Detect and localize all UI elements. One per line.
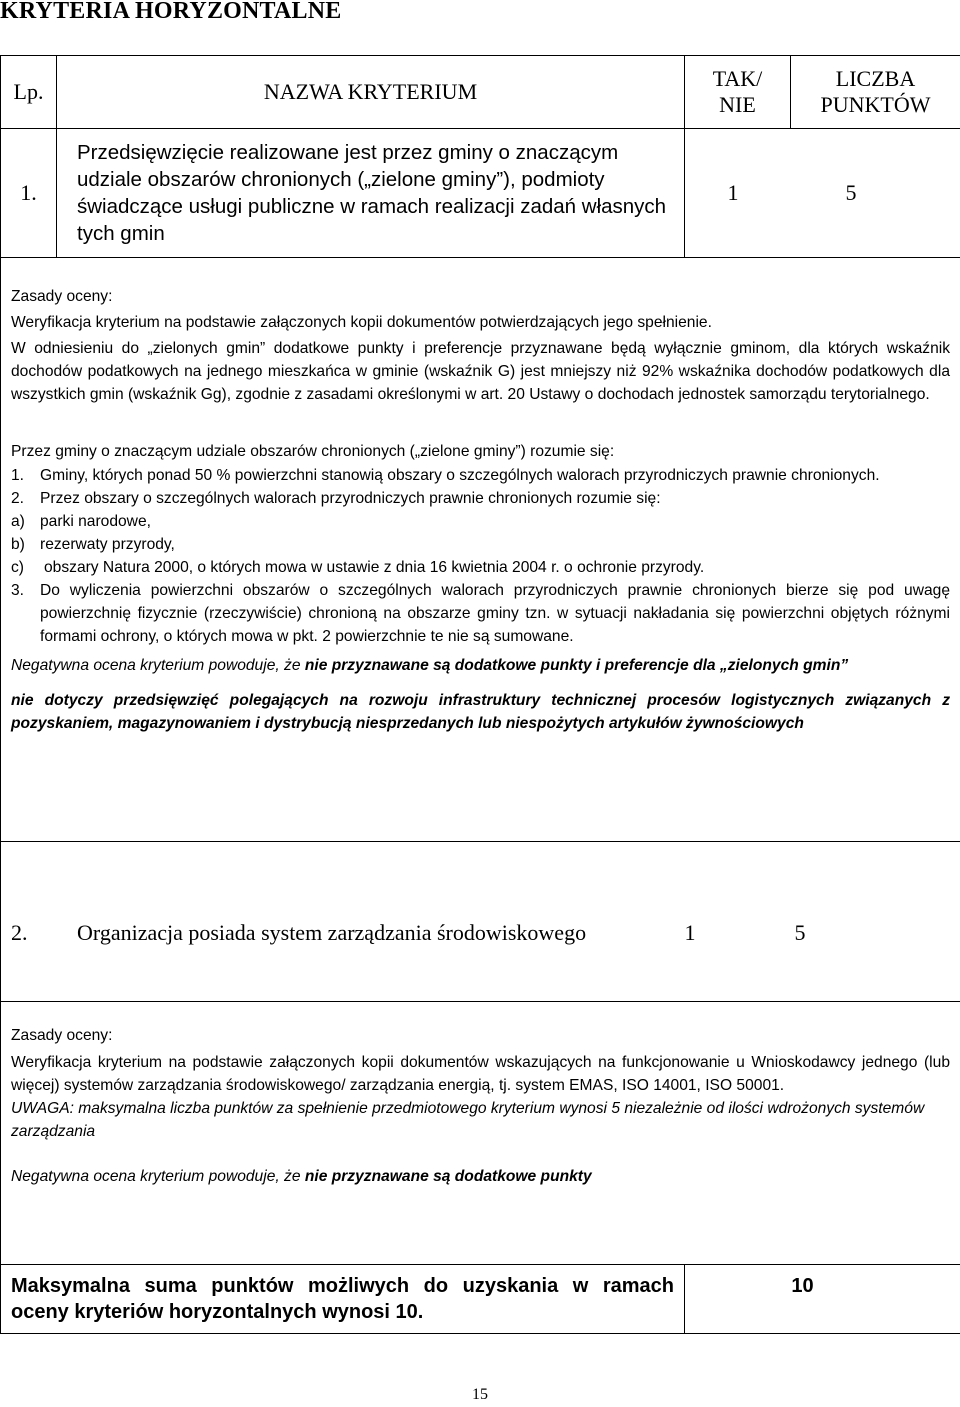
table-header-row — [1, 56, 960, 129]
summary-value: 10 — [685, 1265, 960, 1334]
criterion-1-row — [1, 129, 960, 258]
criterion-2-lp: 2. — [11, 919, 28, 945]
criterion-1-item-1-text: Gminy, których ponad 50 % powierzchni stanowią obszary o szczególnych walorach przyrodniczych prawnie chronionych. — [40, 467, 880, 484]
criterion-1-sub-c-text: obszary Natura 2000, o których mowa w ustawie z dnia 16 kwietnia 2004 r. o ochronie przyrody. — [44, 559, 705, 576]
criterion-1-rules-label: Zasady oceny: — [11, 288, 113, 305]
criterion-1-item-1-num: 1. — [11, 467, 25, 484]
criterion-1-item-3-text: Do wyliczenia powierzchni obszarów o szczególnych walorach przyrodniczych prawnie chronionych bierze się pod uwagę powierzchnię fizycznie (rzeczywiście) chronioną na obszarze gminy tzn. w sytuacji nakładania się powierzchni objętych różnymi formami ochrony, o których mowa w pkt. 2 powierzchnie te nie są sumowane. — [40, 582, 950, 645]
criterion-1-description-row — [1, 258, 960, 842]
header-points-line1: LICZBA — [835, 66, 916, 91]
criterion-2-label — [1, 842, 685, 1002]
criterion-1-definition-intro: Przez gminy o znaczącym udziale obszarów chronionych („zielone gminy”) rozumie się: — [11, 443, 615, 460]
criterion-1-sub-c-num: c) — [11, 559, 24, 576]
criterion-1-description — [1, 258, 960, 842]
page-number: 15 — [472, 1386, 488, 1403]
criterion-2-rules-label: Zasady oceny: — [11, 1027, 113, 1044]
criterion-1-exclusion: nie dotyczy przedsięwzięć polegających na rozwoju infrastruktury technicznej procesów logistycznych związanych z pozyskaniem, magazynowaniem i dystrybucją niesprzedanych lub niespożytych artykułów żywnościowych — [11, 692, 950, 732]
criterion-2-verification: Weryfikacja kryterium na podstawie załączonych kopii dokumentów wskazujących na funkcjonowanie u Wnioskodawcy jednego (lub więcej) systemów zarządzania środowiskowego/ zarządzania energią, tj. system EMAS, ISO 14001, ISO 50001. — [11, 1054, 950, 1094]
criterion-2-description-row — [1, 1002, 960, 1265]
criterion-2-description — [1, 1002, 960, 1265]
criterion-2-note: UWAGA: maksymalna liczba punktów za spełnienie przedmiotowego kryterium wynosi 5 niezależnie od ilości wdrożonych systemów zarządzania — [11, 1100, 925, 1140]
header-points — [791, 56, 960, 129]
criterion-2-negative — [11, 1165, 950, 1188]
criterion-1-item-2-num: 2. — [11, 490, 25, 507]
criterion-1-scores — [685, 129, 960, 258]
header-name: NAZWA KRYTERIUM — [57, 56, 685, 129]
criterion-1-item-3-num: 3. — [11, 582, 25, 599]
criterion-1-item-3 — [11, 579, 950, 648]
header-yes-no-line2: NIE — [719, 92, 756, 117]
criterion-1-item-2 — [11, 487, 950, 510]
criterion-1-negative-bold: nie przyznawane są dodatkowe punkty i preferencje dla „zielonych gmin” — [304, 657, 849, 674]
criterion-1-income-paragraph: W odniesieniu do „zielonych gmin” dodatkowe punkty i preferencje przyznawane będą wyłącznie gminom, dla których wskaźnik dochodów podatkowych na jednego mieszkańca w gminie (wskaźnik G) jest mniejszy niż 92% wskaźnika dochodów podatkowych dla wszystkich gmin (wskaźnik Gg), zgodnie z zasadami określonymi w art. 20 Ustawy o dochodach jednostek samorządu terytorialnego. — [11, 340, 950, 403]
header-yes-no — [685, 56, 791, 129]
summary-text: Maksymalna suma punktów możliwych do uzyskania w ramach oceny kryteriów horyzontalnych wynosi 10. — [1, 1265, 685, 1334]
criterion-1-name: Przedsięwzięcie realizowane jest przez gminy o znaczącym udziale obszarów chronionych („zielone gminy”), podmioty świadczące usługi publiczne w ramach realizacji zadań własnych tych gmin — [57, 129, 685, 258]
criterion-1-sub-c — [11, 556, 950, 579]
criterion-1-sub-b-text: rezerwaty przyrody, — [40, 536, 175, 553]
criterion-1-sub-b-num: b) — [11, 536, 25, 553]
criterion-1-verification: Weryfikacja kryterium na podstawie załączonych kopii dokumentów potwierdzających jego spełnienie. — [11, 314, 712, 331]
criterion-2-yes-no: 1 — [684, 919, 696, 945]
criterion-2-points: 5 — [794, 919, 806, 945]
criterion-2-negative-bold: nie przyznawane są dodatkowe punkty — [304, 1168, 592, 1185]
criterion-1-item-2-text: Przez obszary o szczególnych walorach przyrodniczych prawnie chronionych rozumie się: — [40, 490, 661, 507]
criterion-1-negative-prefix: Negatywna ocena kryterium powoduje, że — [11, 657, 305, 674]
criterion-1-lp: 1. — [1, 129, 57, 258]
criterion-1-sub-a — [11, 510, 950, 533]
header-yes-no-line1: TAK/ — [712, 66, 763, 91]
criterion-1-negative — [11, 654, 950, 677]
summary-row — [1, 1265, 960, 1334]
criterion-2-scores — [685, 842, 960, 1002]
criterion-1-sub-a-num: a) — [11, 513, 25, 530]
page-title: KRYTERIA HORYZONTALNE — [0, 0, 342, 24]
criteria-table — [0, 55, 960, 1334]
criterion-2-row — [1, 842, 960, 1002]
criterion-2-negative-prefix: Negatywna ocena kryterium powoduje, że — [11, 1168, 305, 1185]
criterion-1-sub-b — [11, 533, 950, 556]
criterion-1-sub-a-text: parki narodowe, — [40, 513, 151, 530]
criterion-2-name: Organizacja posiada system zarządzania środowiskowego — [77, 919, 587, 945]
header-lp: Lp. — [1, 56, 57, 129]
criterion-1-yes-no: 1 — [727, 180, 739, 205]
criterion-1-points: 5 — [845, 180, 857, 205]
header-points-line2: PUNKTÓW — [820, 92, 931, 117]
criterion-1-item-1 — [11, 464, 950, 487]
